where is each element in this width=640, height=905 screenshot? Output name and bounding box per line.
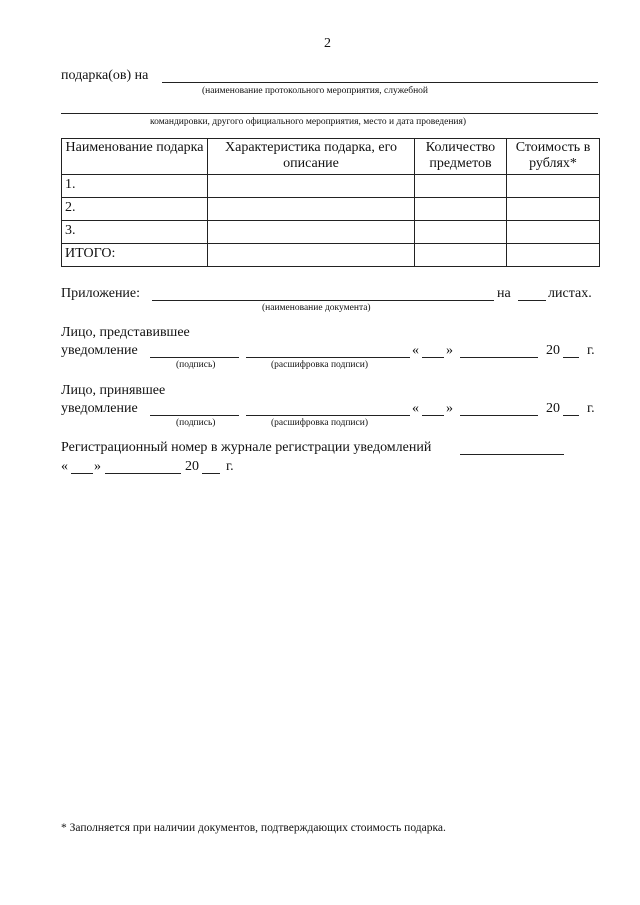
submitter-month-field[interactable] — [460, 357, 538, 358]
submitter-sign-caption: (подпись) — [176, 360, 216, 370]
gift-event-caption-2: командировки, другого официального мероприятия, место и дата проведения) — [150, 117, 467, 127]
receiver-line1: Лицо, принявшее — [61, 383, 166, 398]
table-cell[interactable] — [208, 244, 415, 267]
submitter-signature-field[interactable] — [150, 357, 239, 358]
table-cell[interactable] — [507, 244, 600, 267]
submitter-line2: уведомление — [61, 343, 138, 358]
header-gift-description: Характеристика подарка, его описание — [208, 139, 415, 175]
table-cell[interactable] — [507, 221, 600, 244]
receiver-day-field[interactable] — [422, 415, 444, 416]
row-label: 2. — [62, 198, 208, 221]
receiver-year-suffix: г. — [587, 401, 595, 416]
table-cell[interactable] — [415, 221, 507, 244]
table-row — [62, 198, 600, 221]
registration-number-field[interactable] — [460, 454, 564, 455]
table-header-row — [62, 139, 600, 175]
table-cell[interactable] — [208, 221, 415, 244]
registration-day-field[interactable] — [71, 473, 93, 474]
registration-year-field[interactable] — [202, 473, 220, 474]
registration-month-field[interactable] — [105, 473, 181, 474]
receiver-quote-close: » — [446, 401, 453, 416]
header-quantity: Количество предметов — [415, 139, 507, 175]
table-cell[interactable] — [208, 198, 415, 221]
receiver-signature-field[interactable] — [150, 415, 239, 416]
row-label: 1. — [62, 175, 208, 198]
receiver-year-field[interactable] — [563, 415, 579, 416]
table-cell[interactable] — [415, 175, 507, 198]
submitter-decode-field[interactable] — [246, 357, 410, 358]
table-row — [62, 221, 600, 244]
table-cell[interactable] — [507, 198, 600, 221]
submitter-line1: Лицо, представившее — [61, 325, 190, 340]
header-cost: Стоимость в рублях* — [507, 139, 600, 175]
gifts-table — [61, 138, 600, 267]
attachment-label: Приложение: — [61, 286, 141, 301]
submitter-year-suffix: г. — [587, 343, 595, 358]
submitter-year-field[interactable] — [563, 357, 579, 358]
row-label-total: ИТОГО: — [62, 244, 208, 267]
row-label: 3. — [62, 221, 208, 244]
gift-event-label: подарка(ов) на — [61, 68, 149, 83]
receiver-decode-field[interactable] — [246, 415, 410, 416]
attachment-on: на — [497, 286, 511, 301]
receiver-decode-caption: (расшифровка подписи) — [271, 418, 368, 428]
registration-year: 20 — [185, 459, 199, 474]
submitter-quote-open: « — [412, 343, 419, 358]
receiver-line2: уведомление — [61, 401, 138, 416]
receiver-quote-open: « — [412, 401, 419, 416]
registration-quote-open: « — [61, 459, 68, 474]
submitter-year: 20 — [546, 343, 560, 358]
attachment-sheets: листах. — [548, 286, 592, 301]
attachment-caption: (наименование документа) — [262, 303, 371, 313]
table-cell[interactable] — [415, 244, 507, 267]
submitter-decode-caption: (расшифровка подписи) — [271, 360, 368, 370]
submitter-day-field[interactable] — [422, 357, 444, 358]
table-row-total — [62, 244, 600, 267]
registration-label: Регистрационный номер в журнале регистрации уведомлений — [61, 440, 432, 455]
receiver-sign-caption: (подпись) — [176, 418, 216, 428]
gift-event-field[interactable] — [162, 82, 598, 83]
registration-quote-close: » — [94, 459, 101, 474]
header-gift-name: Наименование подарка — [62, 139, 208, 175]
attachment-field[interactable] — [152, 300, 494, 301]
gift-event-caption-1: (наименование протокольного мероприятия, служебной — [202, 86, 428, 96]
attachment-sheets-field[interactable] — [518, 300, 546, 301]
gift-event-field-2[interactable] — [61, 113, 598, 114]
table-cell[interactable] — [507, 175, 600, 198]
page-number: 2 — [324, 36, 331, 51]
table-cell[interactable] — [208, 175, 415, 198]
table-cell[interactable] — [415, 198, 507, 221]
receiver-year: 20 — [546, 401, 560, 416]
registration-year-suffix: г. — [226, 459, 234, 474]
footnote: * Заполняется при наличии документов, подтверждающих стоимость подарка. — [61, 822, 446, 834]
receiver-month-field[interactable] — [460, 415, 538, 416]
submitter-quote-close: » — [446, 343, 453, 358]
table-row — [62, 175, 600, 198]
